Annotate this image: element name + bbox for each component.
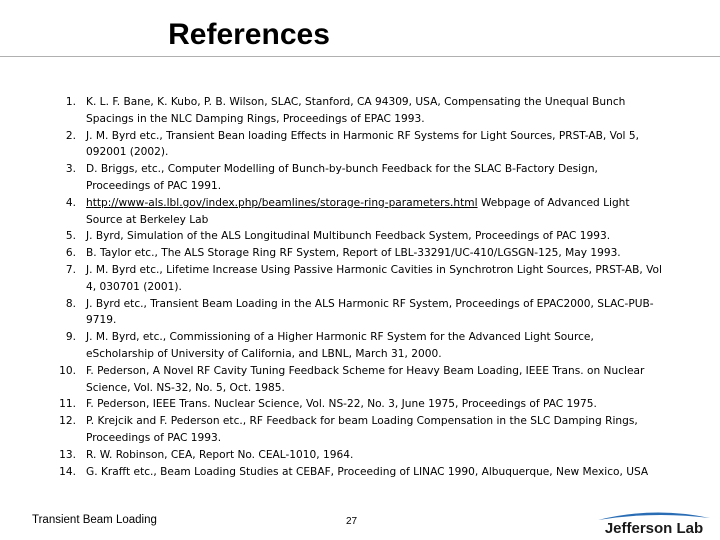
page-number: 27 xyxy=(346,516,358,527)
reference-item xyxy=(54,464,664,481)
reference-item xyxy=(54,396,664,413)
reference-number: 13. xyxy=(59,448,76,461)
reference-text: J. Byrd etc., Transient Beam Loading in the ALS Harmonic RF System, Proceedings of EPAC2000, SLAC-PUB-9719. xyxy=(86,297,654,327)
reference-text: F. Pederson, IEEE Trans. Nuclear Science, Vol. NS-22, No. 3, June 1975, Proceedings of PAC 1975. xyxy=(86,398,597,411)
reference-number: 6. xyxy=(65,247,76,260)
reference-text: K. L. F. Bane, K. Kubo, P. B. Wilson, SLAC, Stanford, CA 94309, USA, Compensating the Unequal Bunch Spacings in the NLC Damping Rings, Proceedings of EPAC 1993. xyxy=(86,96,626,125)
reference-text: B. Taylor etc., The ALS Storage Ring RF System, Report of LBL-33291/UC-410/LGSGN-125, May 1993. xyxy=(86,247,621,260)
reference-text: R. W. Robinson, CEA, Report No. CEAL-1010, 1964. xyxy=(86,448,354,461)
reference-number: 9. xyxy=(65,331,76,344)
reference-item xyxy=(54,228,664,245)
als-webpage-link[interactable]: http://www-als.lbl.gov/index.php/beamlines/storage-ring-parameters.html xyxy=(86,196,478,209)
reference-text: J. Byrd, Simulation of the ALS Longitudinal Multibunch Feedback System, Proceedings of PAC 1993. xyxy=(86,230,611,243)
logo-text: Jefferson Lab xyxy=(604,520,704,536)
footer-title: Transient Beam Loading xyxy=(32,514,157,526)
reference-item xyxy=(54,363,664,397)
reference-item xyxy=(54,161,664,195)
reference-item xyxy=(54,94,664,128)
reference-item xyxy=(54,296,664,330)
reference-item xyxy=(54,128,664,162)
reference-item xyxy=(54,195,664,229)
title-divider xyxy=(0,56,720,57)
reference-number: 1. xyxy=(65,96,76,108)
slide-title: References xyxy=(168,18,330,51)
reference-text: P. Krejcik and F. Pederson etc., RF Feedback for beam Loading Compensation in the SLC Damping Rings, Proceedings of PAC 1993. xyxy=(86,415,638,444)
reference-number: 8. xyxy=(65,297,76,310)
reference-text: G. Krafft etc., Beam Loading Studies at CEBAF, Proceeding of LINAC 1990, Albuquerque, New Mexico, USA xyxy=(86,465,649,478)
reference-item xyxy=(54,447,664,464)
reference-number: 3. xyxy=(65,163,76,176)
reference-text: J. M. Byrd, etc., Commissioning of a Higher Harmonic RF System for the Advanced Light Source, eScholarship of University of California, and LBNL, March 31, 2000. xyxy=(86,331,594,360)
reference-item xyxy=(54,262,664,296)
reference-text: F. Pederson, A Novel RF Cavity Tuning Feedback Scheme for Heavy Beam Loading, IEEE Trans. on Nuclear Science, Vol. NS-32, No. 5, Oct. 1985. xyxy=(86,364,645,394)
reference-text: J. M. Byrd etc., Lifetime Increase Using Passive Harmonic Cavities in Synchrotron Light Sources, PRST-AB, Vol 4, 030701 (2001). xyxy=(86,263,662,293)
reference-text: Webpage of Advanced Light Source at Berkeley Lab xyxy=(86,196,630,226)
reference-number: 12. xyxy=(59,415,76,428)
reference-number: 5. xyxy=(65,230,76,243)
logo-swoosh-icon xyxy=(598,512,710,520)
reference-text: D. Briggs, etc., Computer Modelling of Bunch-by-bunch Feedback for the SLAC B-Factory Design, Proceedings of PAC 1991. xyxy=(86,163,598,192)
reference-number: 14. xyxy=(59,465,76,478)
reference-number: 2. xyxy=(65,129,76,142)
reference-list xyxy=(54,94,664,480)
reference-item xyxy=(54,329,664,363)
reference-number: 10. xyxy=(59,364,76,377)
reference-number: 11. xyxy=(59,398,76,411)
reference-text: J. M. Byrd etc., Transient Bean loading Effects in Harmonic RF Systems for Light Sources, PRST-AB, Vol 5, 092001 (2002). xyxy=(86,129,639,159)
reference-item xyxy=(54,413,664,447)
reference-number: 7. xyxy=(65,263,76,276)
jefferson-lab-logo xyxy=(594,508,714,536)
reference-number: 4. xyxy=(65,196,76,209)
reference-item xyxy=(54,245,664,262)
